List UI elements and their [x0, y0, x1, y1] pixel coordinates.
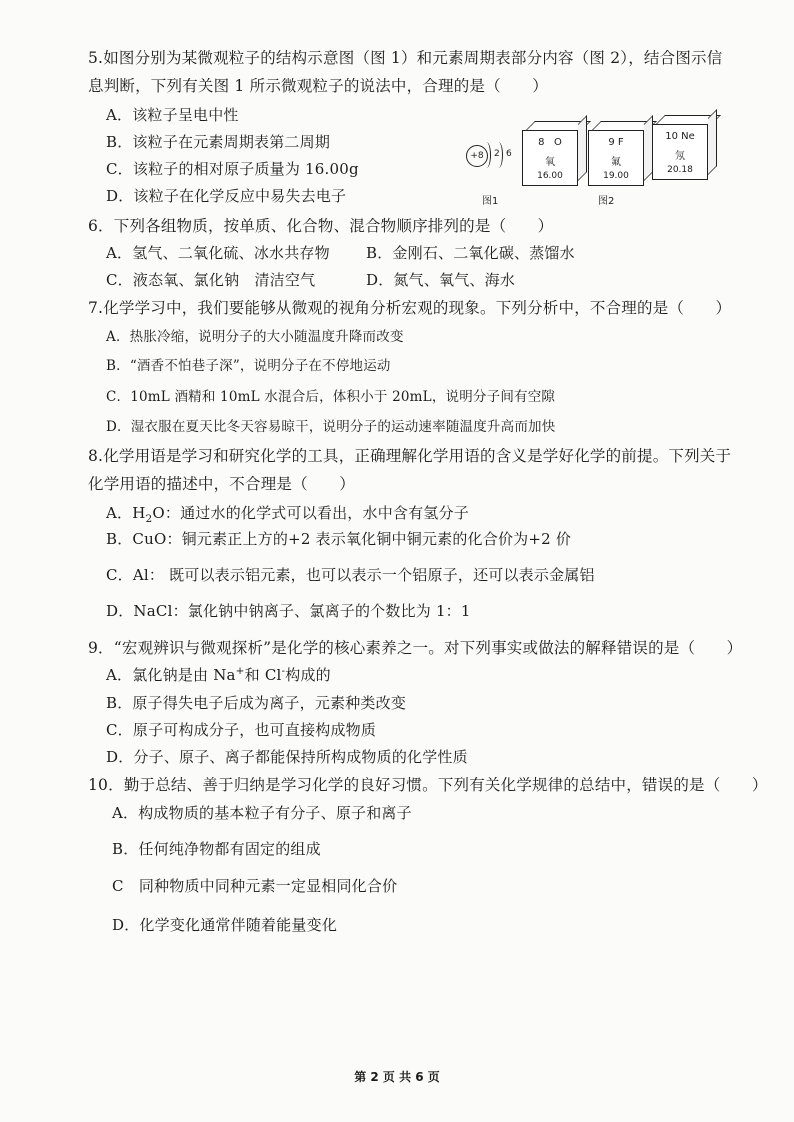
fluorine-number: 9: [608, 137, 615, 148]
q8-option-b: B．CuO：铜元素正上方的+2 表示氧化铜中铜元素的化合价为+2 价: [106, 530, 572, 548]
q10-option-d: D．化学变化通常伴随着能量变化: [112, 916, 338, 934]
q6-option-a: A．氢气、二氧化硫、冰水共存物: [106, 244, 330, 262]
q6-option-d: D．氮气、氧气、海水: [366, 271, 516, 289]
q7-option-a: A．热胀冷缩，说明分子的大小随温度升降而改变: [106, 329, 404, 345]
neon-name: 氖: [675, 151, 685, 162]
shell2-electrons: 6: [506, 149, 512, 159]
figure1-label: 图1: [482, 196, 499, 207]
electron-shell-1: [482, 142, 491, 168]
q10-option-a: A．构成物质的基本粒子有分子、原子和离子: [112, 804, 412, 822]
element-cell-oxygen: [522, 120, 578, 180]
element-cell-fluorine: [588, 120, 644, 180]
q6-option-c: C．液态氧、氯化钠 清洁空气: [106, 271, 316, 289]
shell1-electrons: 2: [494, 149, 500, 159]
oxygen-symbol: O: [554, 137, 562, 148]
atom-nucleus: +8: [466, 145, 488, 167]
q5-stem-line2: 息判断，下列有关图 1 所示微观粒子的说法中，合理的是（ ）: [88, 77, 548, 95]
page-footer: 第 2 页 共 6 页: [354, 1070, 440, 1084]
neon-number: 10: [665, 131, 678, 142]
q5-option-b: B．该粒子在元素周期表第二周期: [106, 133, 331, 151]
q7-option-d: D．湿衣服在夏天比冬天容易晾干，说明分子的运动速率随温度升高而加快: [106, 419, 556, 435]
neon-symbol: Ne: [681, 131, 695, 142]
q5-stem-line1: 5.如图分别为某微观粒子的结构示意图（图 1）和元素周期表部分内容（图 2），结合图示信: [88, 49, 723, 67]
q6-option-b: B．金刚石、二氧化碳、蒸馏水: [366, 244, 575, 262]
atom-structure-diagram: [464, 139, 524, 179]
fluorine-symbol: F: [617, 137, 624, 148]
oxygen-mass: 16.00: [537, 171, 563, 181]
fluorine-name: 氟: [611, 157, 621, 168]
q10-stem: 10．勤于总结、善于归纳是学习化学的良好习惯。下列有关化学规律的总结中，错误的是（ ）: [88, 776, 768, 794]
element-cell-neon: [652, 114, 708, 174]
q7-option-c: C．10mL 酒精和 10mL 水混合后，体积小于 20mL，说明分子间有空隙: [106, 389, 556, 405]
q5-option-d: D．该粒子在化学反应中易失去电子: [106, 187, 347, 205]
q5-option-c: C．该粒子的相对原子质量为 16.00g: [106, 160, 359, 178]
neon-mass: 20.18: [667, 165, 693, 175]
q9-stem: 9．“宏观辨识与微观探析”是化学的核心素养之一。对下列事实或做法的解释错误的是（ ）: [88, 639, 743, 657]
q6-stem: 6．下列各组物质，按单质、化合物、混合物顺序排列的是（ ）: [88, 217, 554, 235]
q8-option-c: C．Al： 既可以表示铝元素，也可以表示一个铝原子，还可以表示金属铝: [106, 566, 595, 584]
oxygen-number: 8: [538, 137, 545, 148]
q5-option-a: A．该粒子呈电中性: [106, 106, 239, 124]
q9-option-c: C．原子可构成分子，也可直接构成物质: [106, 721, 377, 739]
q9-option-b: B．原子得失电子后成为离子，元素种类改变: [106, 694, 407, 712]
q7-stem: 7.化学学习中，我们要能够从微观的视角分析宏观的现象。下列分析中，不合理的是（ ）: [88, 299, 732, 317]
q9-option-a: A．氯化钠是由 Na+和 Cl-构成的: [106, 665, 331, 684]
q10-option-b: B．任何纯净物都有固定的组成: [112, 840, 321, 858]
q8-stem-line2: 化学用语的描述中，不合理是（ ）: [88, 475, 355, 493]
q9-option-d: D．分子、原子、离子都能保持所构成物质的化学性质: [106, 748, 468, 766]
q7-option-b: B．“酒香不怕巷子深”，说明分子在不停地运动: [106, 358, 391, 374]
q8-option-a: A．$H_2O$：通过水的化学式可以看出，水中含有氢分子: [106, 504, 469, 525]
q10-option-c: C 同种物质中同种元素一定显相同化合价: [112, 877, 398, 895]
fluorine-mass: 19.00: [603, 171, 629, 181]
oxygen-name: 氧: [545, 157, 555, 168]
figure2-label: 图2: [598, 196, 615, 207]
electron-shell-2: [494, 142, 503, 168]
q8-stem-line1: 8.化学用语是学习和研究化学的工具，正确理解化学用语的含义是学好化学的前提。下列关于: [88, 447, 732, 465]
q8-option-d: D．NaCl：氯化钠中钠离子、氯离子的个数比为 1：1: [106, 602, 471, 620]
q5-figures: [462, 104, 762, 210]
